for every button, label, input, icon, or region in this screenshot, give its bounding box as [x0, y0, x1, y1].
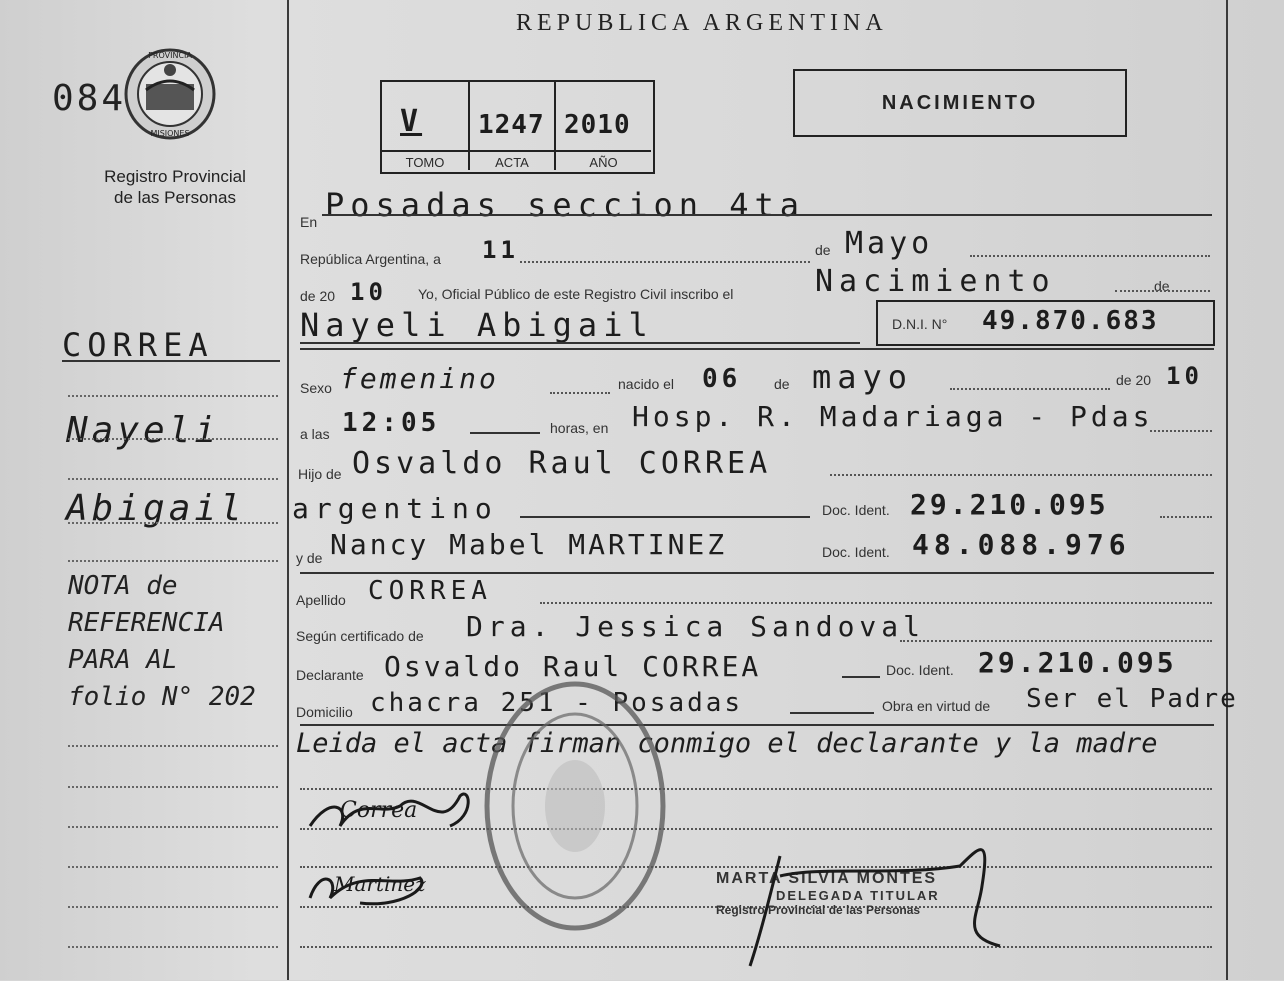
- value-mother: Nancy Mabel MARTINEZ: [330, 528, 728, 561]
- dotted-line: [970, 255, 1210, 257]
- margin-dotted-line: [68, 866, 278, 868]
- margin-dotted-line: [68, 438, 278, 440]
- dotted-line: [900, 640, 1212, 642]
- margin-surname: CORREA: [62, 326, 214, 364]
- value-father-nationality: argentino: [292, 492, 498, 525]
- dotted-line: [830, 474, 1212, 476]
- label-republica: República Argentina, a: [300, 251, 441, 267]
- tomo-label: TOMO: [382, 150, 468, 170]
- label-de: de: [815, 242, 831, 258]
- label-sexo: Sexo: [300, 380, 332, 396]
- label-yde: y de: [296, 550, 323, 566]
- value-capacity: Ser el Padre: [1026, 684, 1238, 714]
- line-rule: [300, 348, 1214, 350]
- line-rule: [300, 724, 1214, 726]
- margin-divider: [287, 0, 289, 980]
- note-line: folio N° 202: [68, 682, 256, 712]
- reference-box: [380, 80, 655, 174]
- registry-seal-icon: [480, 676, 670, 936]
- label-doc1: Doc. Ident.: [822, 502, 890, 518]
- dotted-line: [950, 388, 1110, 390]
- value-birth-month: mayo: [812, 358, 914, 396]
- value-hospital: Hosp. R. Madariaga - Pdas: [632, 400, 1154, 433]
- acta-cell: [470, 82, 556, 170]
- value-address: chacra 251 - Posadas: [370, 688, 744, 718]
- right-border: [1226, 0, 1228, 980]
- value-sex: femenino: [340, 362, 499, 395]
- ano-label: AÑO: [556, 150, 651, 170]
- label-hijo: Hijo de: [298, 466, 342, 482]
- margin-dotted-line: [68, 906, 278, 908]
- value-father-doc: 29.210.095: [910, 488, 1109, 521]
- note-line: PARA AL: [68, 645, 178, 675]
- label-obra: Obra en virtud de: [882, 698, 991, 714]
- label-de20: de 20: [300, 288, 336, 304]
- label-de-mid: de: [774, 376, 790, 392]
- dotted-line: [1150, 430, 1212, 432]
- label-nacido: nacido el: [618, 376, 675, 392]
- official-signature: [720, 836, 1020, 981]
- margin-dotted-line: [68, 522, 278, 524]
- margin-dotted-line: [68, 745, 278, 747]
- label-en: En: [300, 214, 318, 230]
- dotted-line: [1160, 516, 1212, 518]
- signature-text: Correa: [340, 798, 418, 823]
- record-type-box: NACIMIENTO: [793, 69, 1127, 137]
- value-child-name: Nayeli Abigail: [300, 306, 654, 344]
- signature-declarant: [300, 776, 490, 851]
- margin-dotted-line: [68, 826, 278, 828]
- label-de-end: de: [1154, 278, 1170, 294]
- margin-dotted-line: [68, 786, 278, 788]
- label-horas: horas, en: [550, 420, 609, 436]
- margin-name1: Nayeli: [66, 410, 221, 451]
- registry-line2: de las Personas: [114, 188, 236, 207]
- value-time: 12:05: [342, 408, 441, 438]
- line-rule: [470, 432, 540, 434]
- label-doc3: Doc. Ident.: [886, 662, 954, 678]
- margin-dotted-line: [68, 560, 278, 562]
- value-dni: 49.870.683: [982, 306, 1159, 336]
- line-rule: [300, 342, 860, 344]
- line-rule: [520, 516, 810, 518]
- value-declarant-doc: 29.210.095: [978, 646, 1177, 679]
- provincial-crest-icon: [122, 44, 218, 144]
- tomo-value: V: [400, 104, 423, 139]
- margin-dotted-line: [68, 395, 278, 397]
- svg-text:MISIONES: MISIONES: [150, 129, 190, 138]
- stamp-line3: Registro Provincial de las Personas: [716, 903, 921, 917]
- value-day: 11: [482, 236, 519, 264]
- value-birth-day: 06: [702, 364, 742, 394]
- label-domicilio: Domicilio: [296, 704, 353, 720]
- country-title: REPUBLICA ARGENTINA: [516, 10, 888, 36]
- value-place: Posadas seccion 4ta: [325, 186, 806, 224]
- label-declarante: Declarante: [296, 667, 364, 683]
- dotted-line: [1115, 290, 1210, 292]
- svg-text:PROVINCIA: PROVINCIA: [148, 51, 192, 60]
- value-declarant: Osvaldo Raul CORREA: [384, 650, 762, 683]
- note-line: REFERENCIA: [68, 608, 225, 638]
- label-apellido: Apellido: [296, 592, 346, 608]
- folio-number: 084: [52, 78, 127, 119]
- label-de20b: de 20: [1116, 372, 1152, 388]
- label-segun: Según certificado de: [296, 628, 424, 644]
- value-closing: Leida el acta firman conmigo el declarante y la madre: [296, 728, 1158, 759]
- ano-value: 2010: [564, 110, 631, 140]
- signature-text: Martinez: [334, 872, 426, 896]
- dotted-line: [520, 261, 810, 263]
- registry-name: [70, 166, 280, 208]
- value-month: Mayo: [845, 226, 934, 261]
- registry-line1: Registro Provincial: [104, 167, 246, 186]
- value-mother-doc: 48.088.976: [912, 528, 1131, 561]
- value-event: Nacimiento: [815, 264, 1056, 299]
- value-surname: CORREA: [368, 576, 492, 606]
- margin-note: [68, 568, 256, 716]
- label-dni: D.N.I. N°: [892, 316, 948, 332]
- value-birth-year: 10: [1166, 362, 1203, 390]
- stamp-line1: MARTA SILVIA MONTES: [716, 870, 938, 887]
- value-certificate: Dra. Jessica Sandoval: [466, 610, 926, 643]
- signature-mother: [300, 858, 440, 923]
- value-father: Osvaldo Raul CORREA: [352, 446, 772, 481]
- ano-cell: [556, 82, 651, 170]
- acta-value: 1247: [478, 110, 545, 140]
- line-rule: [300, 572, 1214, 574]
- line-rule: [842, 676, 880, 678]
- line-rule: [322, 214, 1212, 216]
- label-oficial: Yo, Oficial Público de este Registro Civil inscribo el: [418, 286, 734, 302]
- stamp-line2: DELEGADA TITULAR: [776, 888, 940, 903]
- margin-rule: [62, 360, 280, 362]
- margin-dotted-line: [68, 478, 278, 480]
- note-line: NOTA de: [68, 571, 178, 601]
- dotted-line: [550, 392, 610, 394]
- label-doc2: Doc. Ident.: [822, 544, 890, 560]
- dotted-line: [540, 602, 1212, 604]
- dni-box: [876, 300, 1215, 346]
- label-alas: a las: [300, 426, 330, 442]
- line-rule: [790, 712, 874, 714]
- value-year-suffix: 10: [350, 278, 387, 306]
- tomo-cell: [382, 82, 470, 170]
- margin-name2: Abigail: [66, 488, 246, 529]
- acta-label: ACTA: [470, 150, 554, 170]
- margin-dotted-line: [68, 946, 278, 948]
